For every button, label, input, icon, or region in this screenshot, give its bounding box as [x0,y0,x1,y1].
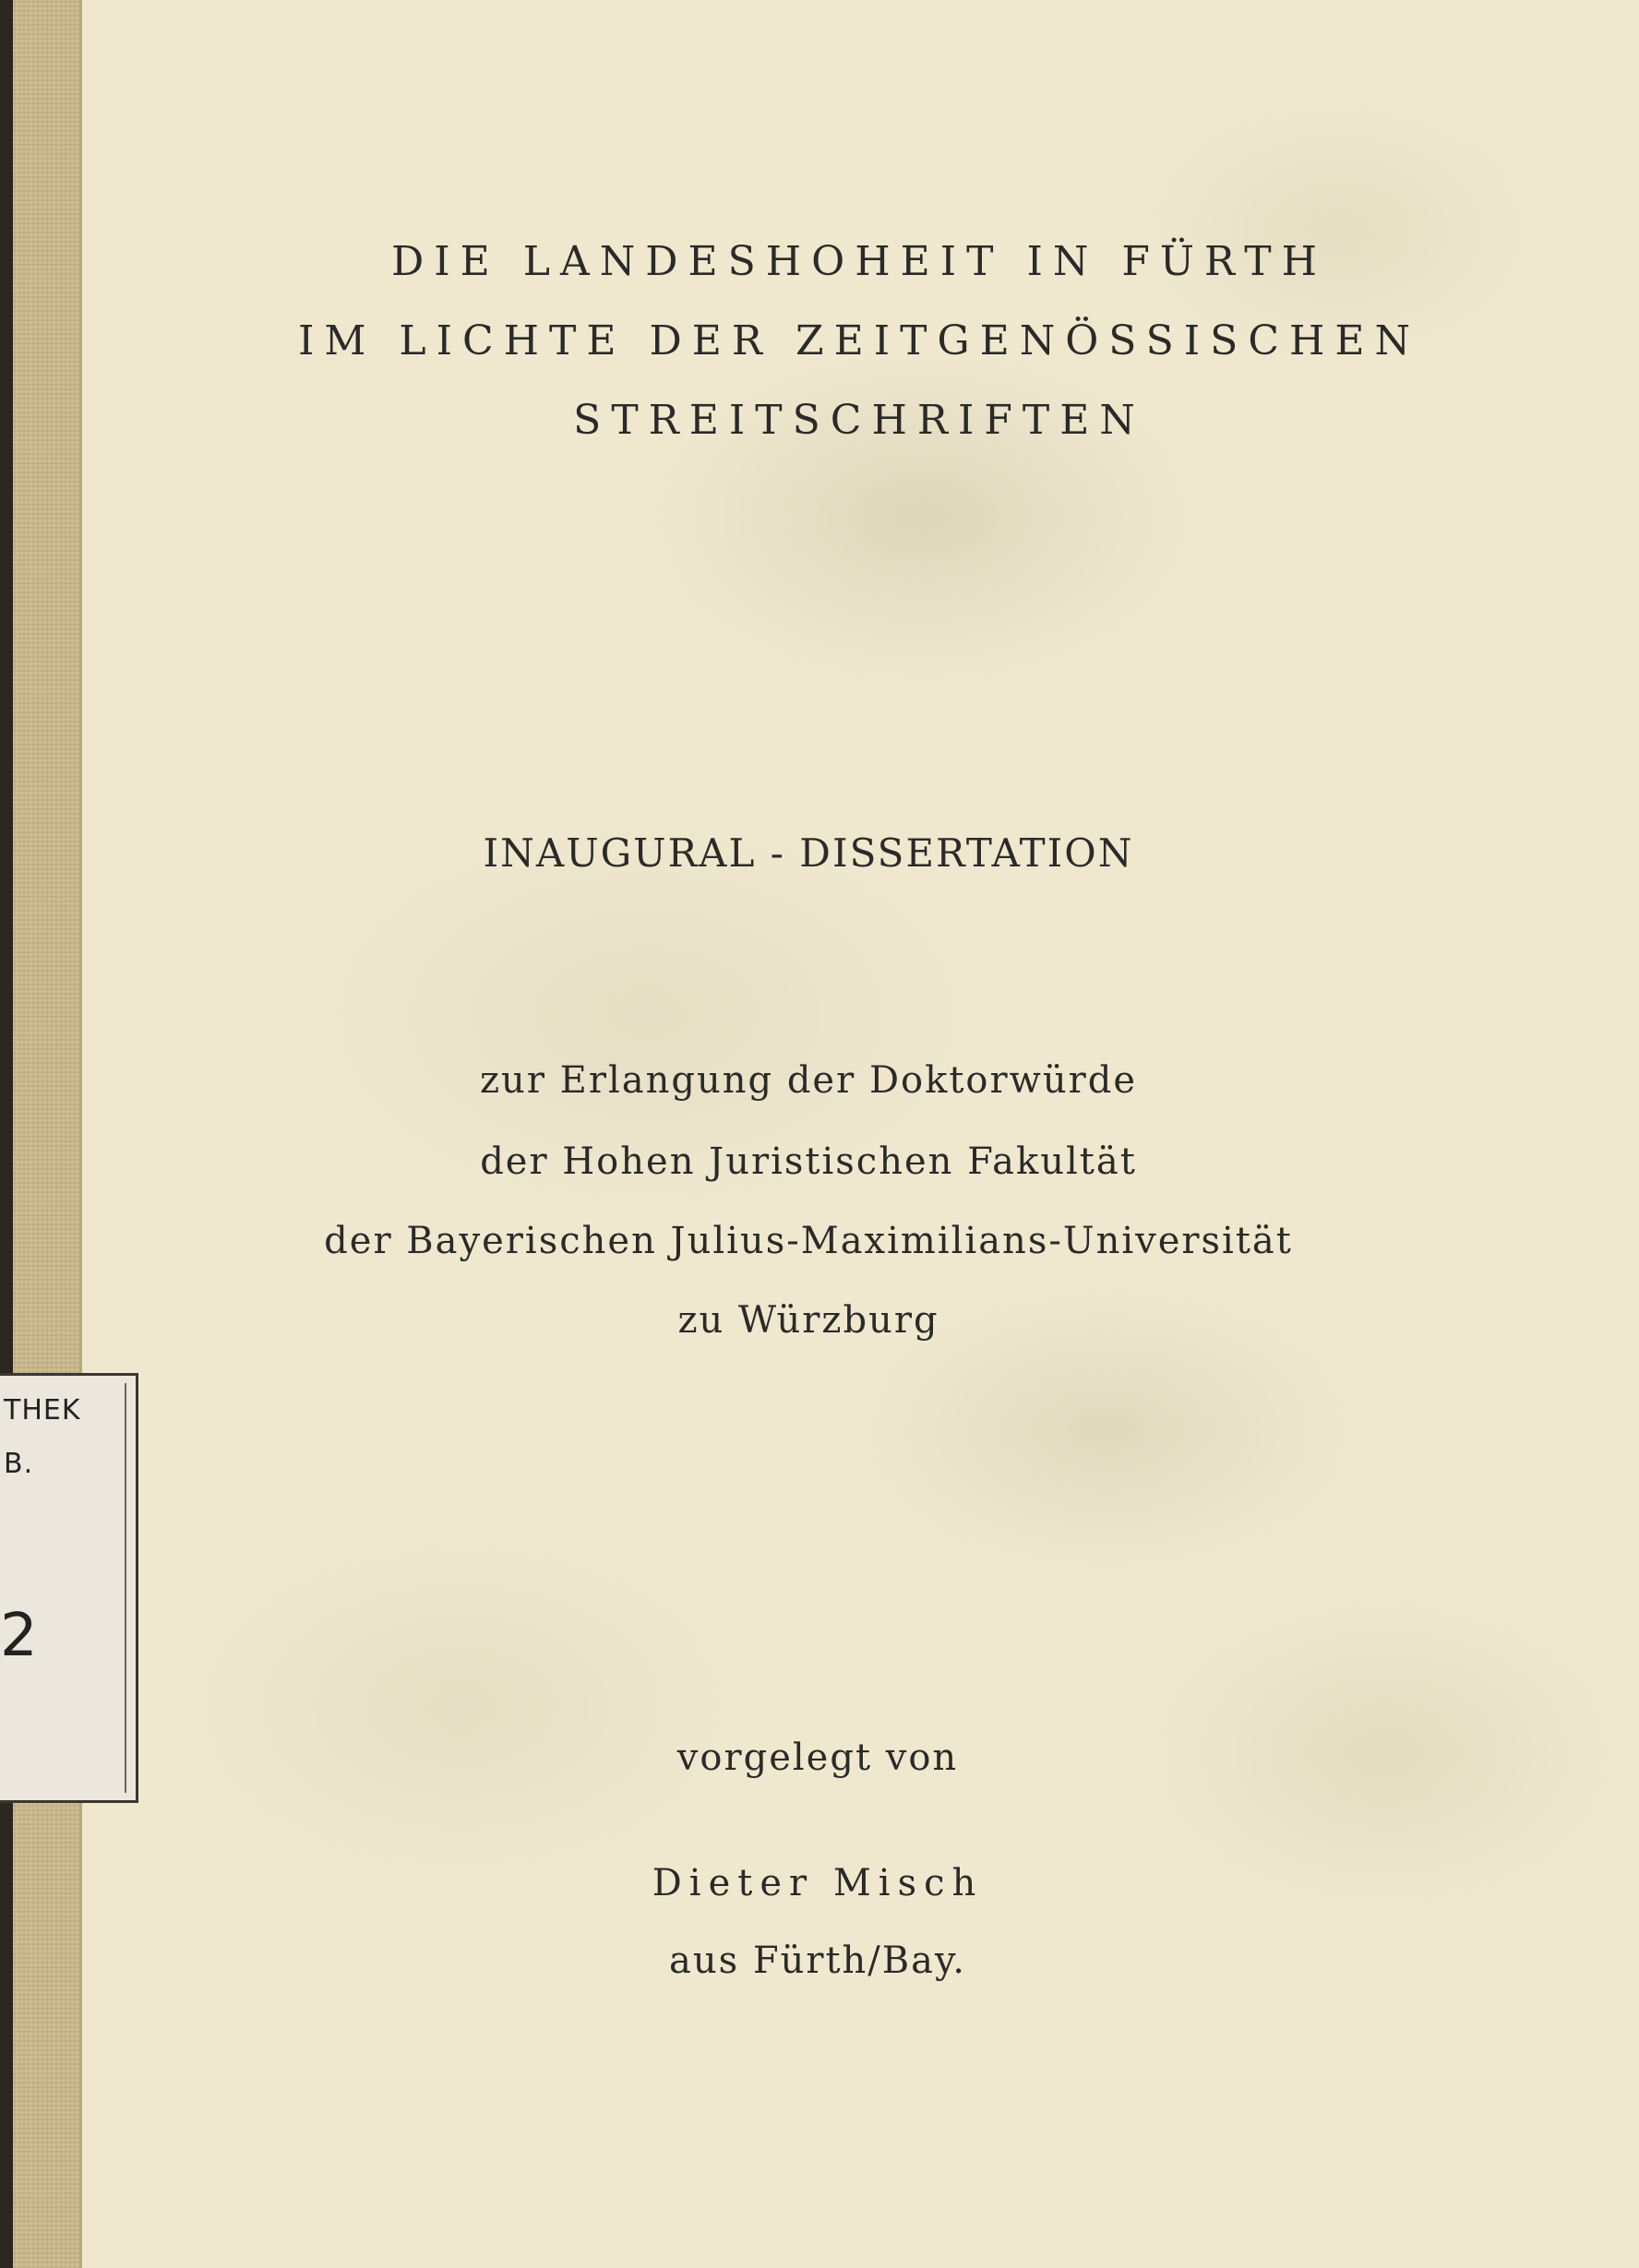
document-type: INAUGURAL - DISSERTATION [483,830,1134,876]
purpose-line-3: der Bayerischen Julius-Maximilians-Universität [324,1220,1293,1262]
purpose-line-2: der Hohen Juristischen Fakultät [480,1140,1137,1183]
title-line-3: STREITSCHRIFTEN [573,397,1145,444]
library-label-mark: 2 [0,1602,38,1670]
library-label-frame [0,1383,126,1793]
library-label-line2: B. [4,1448,34,1480]
author-name: Dieter Misch [652,1862,984,1904]
spine-edge [0,0,13,2268]
library-label-line1: THEK [4,1394,81,1426]
submitted-by: vorgelegt von [676,1737,959,1779]
purpose-line-1: zur Erlangung der Doktorwürde [479,1059,1138,1102]
title-line-2: IM LICHTE DER ZEITGENÖSSISCHEN [298,317,1420,364]
title-line-1: DIE LANDESHOHEIT IN FÜRTH [391,238,1327,285]
purpose-line-4: zu Würzburg [677,1299,939,1342]
author-origin: aus Fürth/Bay. [668,1940,967,1982]
